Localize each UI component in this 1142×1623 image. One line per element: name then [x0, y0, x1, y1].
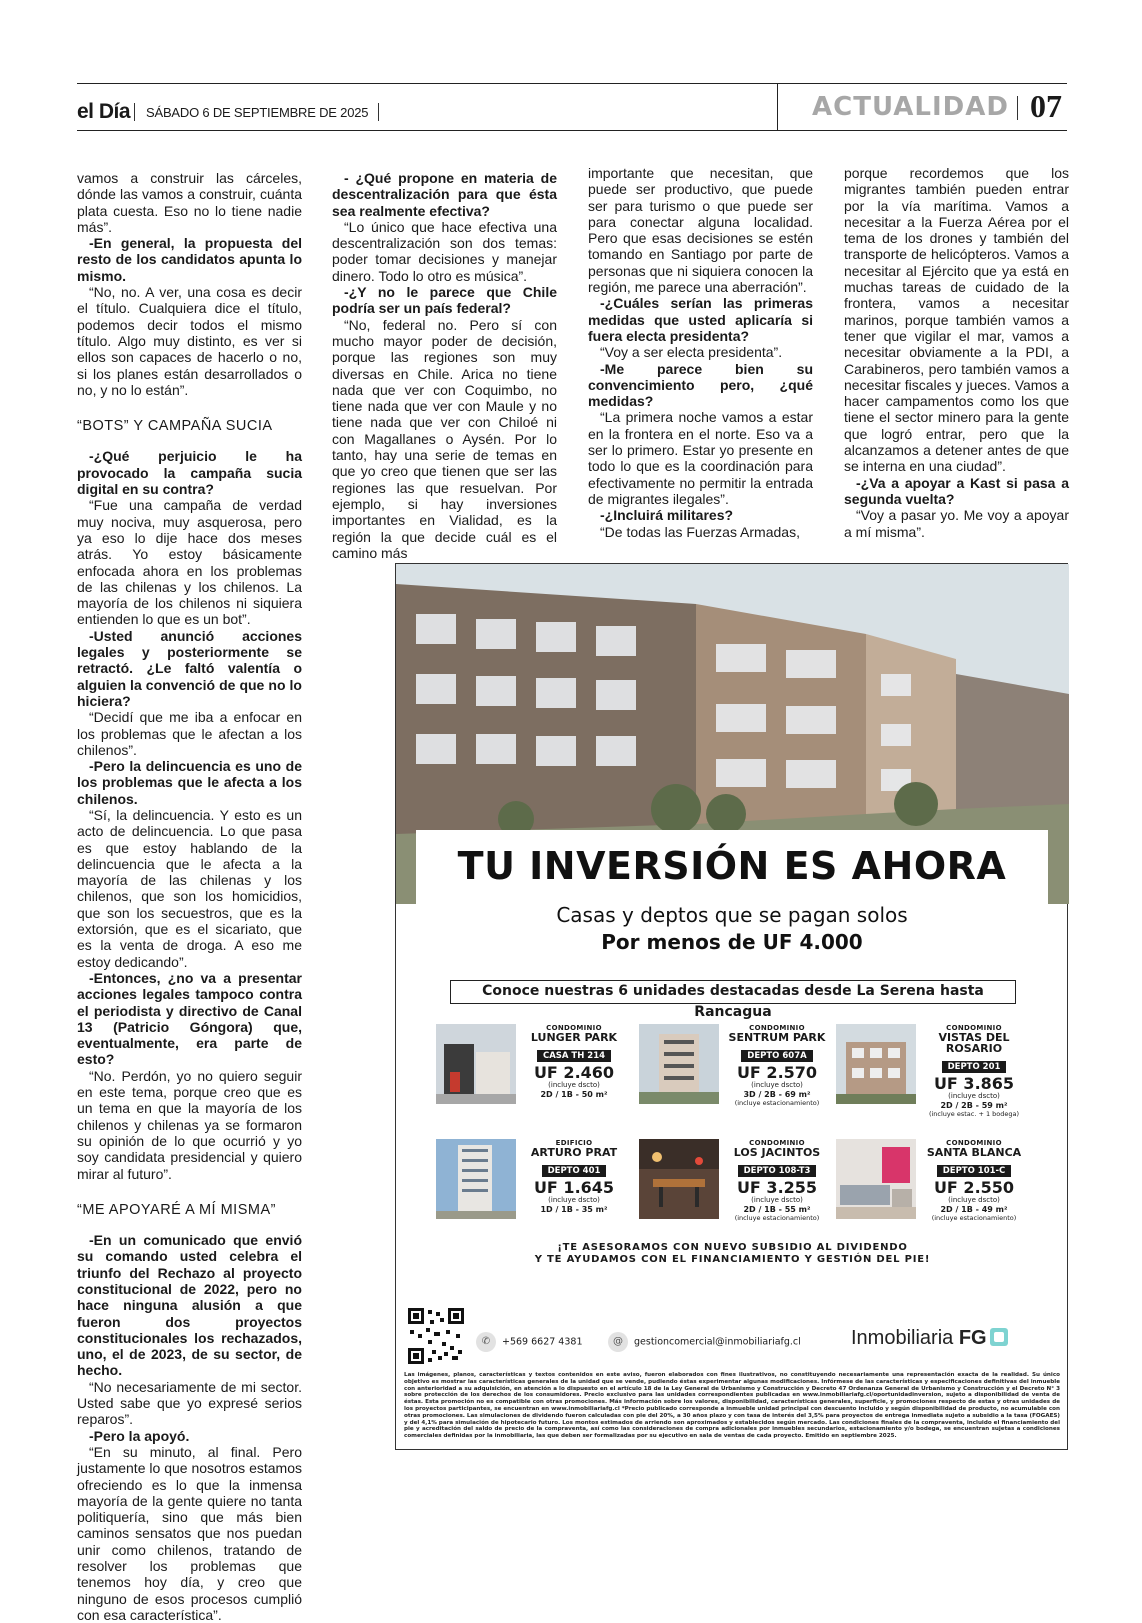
subhead: “ME APOYARÉ A MÍ MISMA”: [77, 1201, 276, 1218]
article-column-1: [77, 170, 302, 1623]
unit-info: [721, 1139, 833, 1222]
interview-question: -En un comunicado que envió su comando usted celebra el triunfo del Rechazo al proyecto constitucional de 2022, pero no hace ninguna alusión a que fueron dos proyectos constitucionales los rechazados, uno, el de 2023, de su sector, de hecho.: [77, 1232, 302, 1379]
unit-tag: DEPTO 201: [942, 1061, 1007, 1073]
ad-subheadline: Casas y deptos que se pagan solos: [556, 903, 908, 927]
unit-photo: [436, 1024, 516, 1104]
page-number: 07: [1030, 88, 1062, 124]
unit-spec: 2D / 1B - 49 m²: [940, 1205, 1008, 1214]
unit-note: (incluye dscto): [948, 1092, 1000, 1100]
ad-promo-line-1: ¡TE ASESORAMOS CON NUEVO SUBSIDIO AL DIVIDENDO: [557, 1242, 908, 1253]
header-separator: [134, 103, 135, 121]
unit-kind: CONDOMINIO: [546, 1024, 602, 1032]
unit-card: [639, 1139, 839, 1234]
unit-price: UF 3.865: [933, 1074, 1015, 1093]
brand-name: Inmobiliaria: [851, 1327, 959, 1349]
interview-answer: “Fue una campaña de verdad muy nociva, muy asquerosa, pero ya eso lo dije hace dos meses atrás. Yo estoy básicamente enfocada ahora en los problemas de las chilenas y los chilenos. La mayoría de los chilenos ni siquiera entienden lo que es un bot”.: [77, 497, 302, 628]
unit-note-extra: (incluye estacionamiento): [734, 1099, 820, 1107]
unit-spec: 2D / 1B - 55 m²: [743, 1205, 811, 1214]
contact-phone: [476, 1332, 583, 1352]
brand-square-icon: [990, 1328, 1008, 1346]
unit-info: [918, 1139, 1030, 1222]
interview-question: -Usted anunció acciones legales y posteriormente se retractó. ¿Le faltó valentía o alguien la convenció de que no lo hiciera?: [77, 627, 302, 709]
legal-disclaimer: Las imágenes, planos, características y textos contenidos en este aviso, fueron elaborados con fines ilustrativos, no constituyendo necesariamente una representación exacta de la realidad. Su único objetivo es mostrar las características generales de la unidad que se vende, pudiendo éstas experimentar algunas modificaciones. Infórmese de las características y especificaciones definitivas del inmueble con anterioridad a su adquisición, en atención a lo dispuesto en el artículo 18 de la Ley General de Urbanismo y Construcción y Decreto 47 Ordenanza General de Urbanismo y Construcción y el Decreto N° 3 sobre protección de los derechos de los consumidores. Precio exclusivo para las unidades correspondientes publicadas en www.inmobiliariafg.cl/oportunidadinversion, sujeto a disponibilidad de venta de éstas. Esta promoción no es compatible con otras promociones. Más información sobre los valores, disponibilidad, características generales, superficie, y promociones respecto de estas y otras unidades de los proyectos participantes, se encuentran en www.inmobiliariafg.cl *Precio publicado corresponde a inmueble unidad principal con descuento incluido y según disponibilidad de producto, no acumulable con otras promociones. Las simulaciones de dividendo fueron calculadas con pie del 20%, a 30 años plazo y con tasa de interés del 3,5% para proyectos de entrega inmediata sujeto a subsidio a la tasa (FOGAES) y del 4,1% para simulación de hipotecario futuro. Los montos estimados de arriendo son aproximados y establecidos según mercado. Las condiciones finales de la compraventa, incluido el financiamiento del pie y acreditación del saldo de precio de la compraventa, así como las consideraciones de compra adicionales por inmuebles secundarios, estacionamiento y/o bodega, se encuentran sujetas a condiciones comerciales definidas por la inmobiliaria, las que deben ser formalizadas por su ejecutivo en sala de ventas de cada proyecto. Emitido en septiembre 2025.: [404, 1372, 1060, 1440]
ad-promo: [396, 1242, 1069, 1266]
article-column-4: [844, 165, 1069, 540]
article-column-2: [332, 170, 557, 561]
unit-name: LOS JACINTOS: [733, 1146, 821, 1159]
unit-tag: DEPTO 401: [542, 1165, 607, 1177]
interview-answer: “No necesariamente de mi sector. Usted sabe que yo expresé serios reparos”.: [77, 1378, 302, 1428]
unit-tag: DEPTO 101-C: [937, 1165, 1012, 1177]
interview-question: -Pero la apoyó.: [89, 1427, 190, 1444]
interview-question: -¿Incluirá militares?: [600, 507, 734, 524]
unit-info: [721, 1024, 833, 1107]
unit-name: ARTURO PRAT: [530, 1146, 618, 1159]
interview-answer: “Decidí que me iba a enfocar en los problemas que le afectan a los chilenos”.: [77, 709, 302, 758]
brand-initials: FG: [958, 1327, 987, 1349]
ad-units-banner: Conoce nuestras 6 unidades destacadas desde La Serena hasta Rancagua: [450, 980, 1016, 1004]
ad-headline: TU INVERSIÓN ES AHORA: [457, 844, 1007, 888]
unit-price: UF 2.550: [933, 1178, 1015, 1197]
interview-answer: “De todas las Fuerzas Armadas,: [600, 523, 800, 540]
unit-card: [436, 1139, 636, 1234]
email-address: gestioncomercial@inmobiliariafg.cl: [634, 1336, 801, 1348]
unit-info: [918, 1024, 1030, 1118]
interview-answer: “No. Perdón, yo no quiero seguir en este tema, porque creo que es un tema en que la mayoría de los chilenos y chilenas ya se formaron su opinión de lo que ocurrió y yo soy candidata presidencial y quiero mirar al futuro”.: [77, 1067, 302, 1182]
interview-question: -Me parece bien su convencimiento pero, ¿qué medidas?: [588, 360, 813, 410]
email-icon: @: [608, 1332, 628, 1352]
unit-note: (incluye dscto): [548, 1081, 600, 1089]
ad-price-claim: Por menos de UF 4.000: [601, 930, 863, 954]
interview-question: -¿Y no le parece que Chile podría ser un país federal?: [332, 284, 557, 317]
unit-kind: CONDOMINIO: [946, 1024, 1002, 1032]
interview-question: -¿Qué perjuicio le ha provocado la campaña sucia digital en su contra?: [77, 448, 302, 498]
interview-question: -En general, la propuesta del resto de los candidatos apunta lo mismo.: [77, 235, 302, 284]
unit-note: (incluye dscto): [948, 1196, 1000, 1204]
interview-answer: “En su minuto, al final. Pero justamente lo que nosotros estamos ofreciendo es lo que la inmensa mayoría de la gente quiere no tanta politiquería, sino que más bien caminos sensatos que nos puedan unir como chilenos, tratando de resolver los problemas que tenemos hoy día, y creo que ninguno de esos procesos cumplió con esa característica”.: [77, 1443, 302, 1623]
interview-question: -Entonces, ¿no va a presentar acciones legales tampoco contra el periodista y directivo de Canal 13 (Patricio Góngora) que, eventualmente, era parte de esto?: [77, 969, 302, 1068]
interview-question: - ¿Qué propone en materia de descentralización para que ésta sea realmente efectiva?: [332, 170, 557, 219]
phone-number: +569 6627 4381: [502, 1336, 583, 1348]
whatsapp-icon: ✆: [476, 1332, 496, 1352]
header-rule-bottom: [77, 130, 1067, 131]
unit-spec: 2D / 2B - 59 m²: [940, 1101, 1008, 1110]
unit-spec: 2D / 1B - 50 m²: [540, 1090, 608, 1099]
unit-kind: CONDOMINIO: [749, 1139, 805, 1147]
header-rule-top: [77, 83, 1067, 84]
header-separator: [1017, 96, 1018, 120]
subhead: “BOTS” Y CAMPAÑA SUCIA: [77, 418, 273, 435]
brand-logo: [851, 1327, 1008, 1350]
unit-note: (incluye dscto): [548, 1196, 600, 1204]
unit-photo: [836, 1024, 916, 1104]
interview-answer: “La primera noche vamos a estar en la frontera en el norte. Eso va a ser lo primero. Estar yo presente en todo lo que es la coordinación para efectivamente no permitir la entrada de migrantes ilegales”.: [588, 409, 813, 507]
unit-photo: [436, 1139, 516, 1219]
interview-answer: porque recordemos que los migrantes también pueden entrar por la vía marítima. Vamos a necesitar a la Fuerza Aérea por el tema de los drones y también del transporte de helicópteros. Vamos a necesitar al Ejército que ya está en muchas tareas de cuidado de la frontera, vamos a necesitar marinos, porque también vamos a tener que vigilar el mar, vamos a necesitar obviamente a la PDI, a Carabineros, pero también vamos a necesitar fiscales y jueces. Vamos a hacer campamentos como los que tiene el sector minero para la gente que logró entrar, pero que la alcanzamos a detener antes de que se interna en una ciudad”.: [844, 165, 1069, 475]
interview-question: -Pero la delincuencia es uno de los problemas que le afecta a los chilenos.: [77, 758, 302, 807]
unit-tag: DEPTO 108-T3: [738, 1165, 817, 1177]
ad-promo-line-2: Y TE AYUDAMOS CON EL FINANCIAMIENTO Y GESTIÓN DEL PIE!: [534, 1254, 931, 1265]
article-column-3: [588, 165, 813, 540]
interview-answer: vamos a construir las cárceles, dónde las vamos a construir, cuánta plata cuesta. Eso no lo tiene nadie más”.: [77, 170, 302, 235]
unit-price: UF 3.255: [736, 1178, 818, 1197]
issue-date: SÁBADO 6 DE SEPTIEMBRE DE 2025: [146, 105, 369, 120]
unit-kind: CONDOMINIO: [946, 1139, 1002, 1147]
unit-photo: [639, 1024, 719, 1104]
unit-spec: 3D / 2B - 69 m²: [743, 1090, 811, 1099]
interview-answer: “No, no. A ver, una cosa es decir el título. Cualquiera dice el título, podemos decir todos el mismo título. Algo muy distinto, es ver si ellos son capaces de hacerlo o no, si los planes están desarrollados o no, y no lo están”.: [77, 284, 302, 398]
unit-card: [836, 1024, 1036, 1119]
unit-tag: DEPTO 607A: [741, 1050, 812, 1062]
interview-question: -¿Cuáles serían las primeras medidas que usted aplicaría si fuera electa presidenta?: [588, 295, 813, 344]
unit-price: UF 2.460: [533, 1063, 615, 1082]
unit-note: (incluye dscto): [751, 1196, 803, 1204]
interview-question: -¿Va a apoyar a Kast si pasa a segunda vuelta?: [844, 474, 1069, 507]
unit-kind: CONDOMINIO: [749, 1024, 805, 1032]
unit-card: [836, 1139, 1036, 1234]
interview-answer: “No, federal no. Pero sí con mucho mayor poder de decisión, porque las regiones son muy diversas en Chile. Arica no tiene nada que ver con Coquimbo, no tiene nada que ver con Maule y no tiene nada que ver con Chiloé ni con Magallanes o Aysén. Por lo tanto, hay una serie de temas en que yo creo que tienen que ser las regiones las que resuelvan. Por ejemplo, si hay inversiones importantes en Vialidad, es la región la que decide cuál es el camino más: [332, 316, 557, 561]
unit-photo: [836, 1139, 916, 1219]
interview-answer: “Voy a ser electa presidenta”.: [600, 344, 783, 361]
unit-name: VISTAS DEL ROSARIO: [938, 1031, 1010, 1055]
unit-card: [436, 1024, 636, 1119]
real-estate-advertisement: [395, 563, 1068, 1450]
interview-answer: “Lo único que hace efectiva una descentralización son dos temas: poder tomar decisiones y manejar dinero. Todo lo otro es música”.: [332, 218, 557, 284]
unit-card: [639, 1024, 839, 1119]
contact-email: [608, 1332, 801, 1352]
unit-price: UF 2.570: [736, 1063, 818, 1082]
unit-name: SENTRUM PARK: [728, 1031, 826, 1044]
unit-note: (incluye dscto): [751, 1081, 803, 1089]
header-separator: [378, 103, 379, 121]
unit-kind: EDIFICIO: [555, 1139, 593, 1147]
unit-tag: CASA TH 214: [537, 1050, 611, 1062]
masthead-logo: el Día: [77, 100, 131, 123]
section-name: ACTUALIDAD: [812, 92, 1009, 122]
unit-note-extra: (incluye estacionamiento): [734, 1214, 820, 1222]
qr-code-icon: [406, 1306, 466, 1366]
unit-note-extra: (incluye estac. + 1 bodega): [928, 1110, 1020, 1118]
unit-name: SANTA BLANCA: [926, 1146, 1022, 1159]
unit-info: [518, 1139, 630, 1215]
unit-name: LUNGER PARK: [530, 1031, 618, 1044]
interview-answer: “Voy a pasar yo. Me voy a apoyar a mí misma”.: [844, 507, 1069, 540]
unit-photo: [639, 1139, 719, 1219]
header-vertical-rule: [777, 83, 778, 131]
unit-spec: 1D / 1B - 35 m²: [540, 1205, 608, 1214]
interview-answer: “Sí, la delincuencia. Y esto es un acto de delincuencia. Lo que pasa es que estoy hablando de la delincuencia que le afecta a la mayoría de las chilenas y los chilenos, que son los homicidios, que son los secuestros, que es la extorsión, que es el sicariato, que es la venta de droga. A eso me estoy dedicando”.: [77, 806, 302, 970]
interview-answer: importante que necesitan, que puede ser productivo, que puede ser para turismo o que puede ser para conectar alguna localidad. Pero que esas decisiones se estén tomando en Santiago por parte de personas que ni siquiera conocen la región, me parece una aberración”.: [588, 165, 813, 296]
unit-price: UF 1.645: [533, 1178, 615, 1197]
unit-note-extra: (incluye estacionamiento): [931, 1214, 1017, 1222]
unit-info: [518, 1024, 630, 1100]
